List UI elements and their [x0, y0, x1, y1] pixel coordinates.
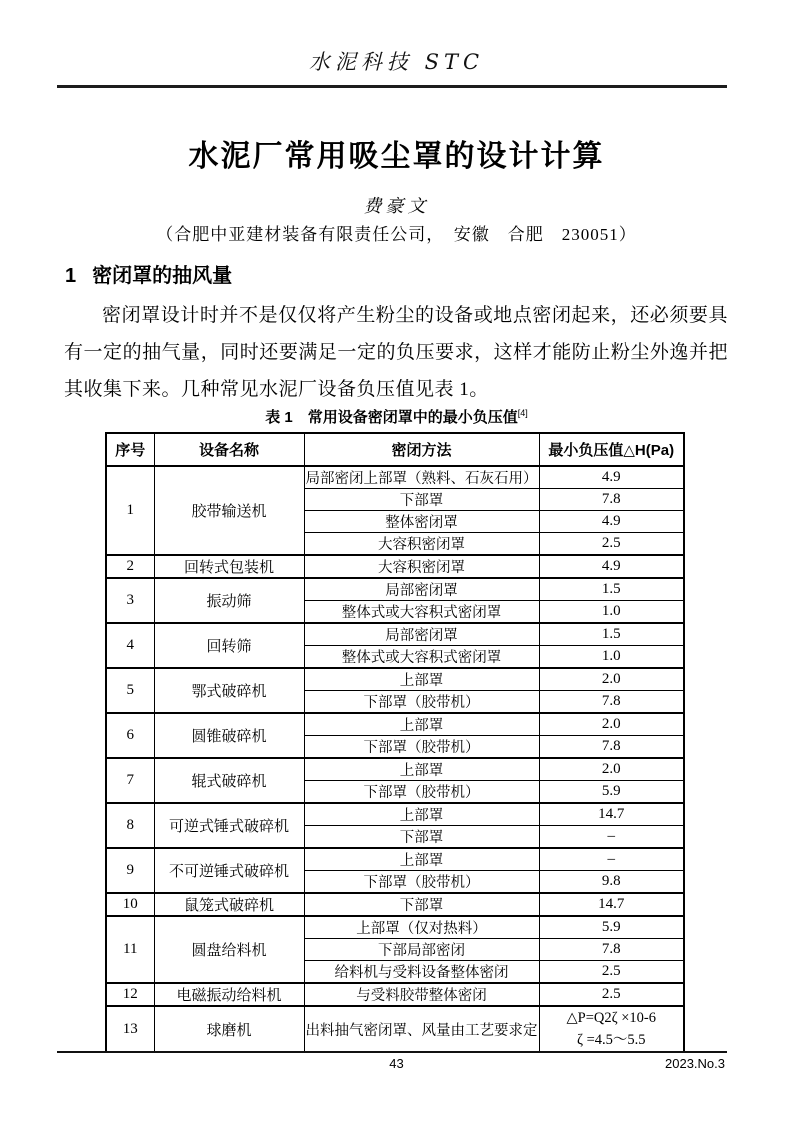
- row-no-cell: 1: [106, 466, 154, 555]
- pressure-value-cell: 1.0: [539, 601, 684, 624]
- pressure-value-cell: 9.8: [539, 871, 684, 894]
- device-name-cell: 圆锥破碎机: [154, 713, 304, 758]
- table-row: [106, 623, 684, 646]
- table-row: [106, 803, 684, 826]
- device-name-cell: 球磨机: [154, 1006, 304, 1052]
- header-cell-value: 最小负压值△H(Pa): [539, 433, 684, 466]
- pressure-value-cell: 4.9: [539, 555, 684, 578]
- pressure-value-cell: 7.8: [539, 939, 684, 961]
- sealing-method-cell: 上部罩: [304, 848, 539, 871]
- header-rule: [57, 85, 727, 88]
- table-caption-reference: [4]: [517, 408, 528, 418]
- page-number: 43: [389, 1056, 404, 1071]
- device-name-cell: 胶带输送机: [154, 466, 304, 555]
- pressure-value-cell: 4.9: [539, 466, 684, 489]
- pressure-value-cell: 1.5: [539, 578, 684, 601]
- pressure-value-cell: 2.0: [539, 713, 684, 736]
- sealing-method-cell: 上部罩: [304, 803, 539, 826]
- pressure-table-header: [106, 433, 684, 466]
- table-row: [106, 668, 684, 691]
- pressure-value-cell: 2.0: [539, 758, 684, 781]
- sealing-method-cell: 下部局部密闭: [304, 939, 539, 961]
- pressure-table: [105, 432, 685, 1053]
- header-cell-no: 序号: [106, 433, 154, 466]
- pressure-value-cell: 5.9: [539, 916, 684, 939]
- sealing-method-cell: 大容积密闭罩: [304, 533, 539, 556]
- table-caption: [0, 406, 793, 427]
- pressure-value-line: ζ =4.5～5.5: [576, 1032, 646, 1048]
- sealing-method-cell: 局部密闭罩: [304, 578, 539, 601]
- row-no-cell: 3: [106, 578, 154, 623]
- section-number: 1: [65, 265, 77, 287]
- table-caption-text: 表 1 常用设备密闭罩中的最小负压值: [265, 409, 518, 426]
- device-name-cell: 圆盘给料机: [154, 916, 304, 983]
- issue-label: 2023.No.3: [665, 1056, 725, 1071]
- pressure-value-cell: 14.7: [539, 893, 684, 916]
- pressure-value-cell: [539, 1006, 684, 1052]
- header-cell-method: 密闭方法: [304, 433, 539, 466]
- sealing-method-cell: 下部罩（胶带机）: [304, 691, 539, 714]
- table-row: [106, 466, 684, 489]
- author-name: 费豪文: [363, 196, 430, 216]
- pressure-value-cell: 7.8: [539, 736, 684, 759]
- author-affiliation: （合肥中亚建材装备有限责任公司， 安徽 合肥 230051）: [156, 225, 637, 244]
- journal-name: 水泥科技 STC: [308, 50, 485, 74]
- pressure-value-cell: 2.5: [539, 983, 684, 1006]
- section-heading: [65, 259, 232, 288]
- row-no-cell: 11: [106, 916, 154, 983]
- pressure-value-cell: 7.8: [539, 691, 684, 714]
- sealing-method-cell: 局部密闭上部罩（熟料、石灰石用）: [304, 466, 539, 489]
- sealing-method-cell: 下部罩: [304, 489, 539, 511]
- header-cell-device: 设备名称: [154, 433, 304, 466]
- row-no-cell: 13: [106, 1006, 154, 1052]
- sealing-method-cell: 给料机与受料设备整体密闭: [304, 961, 539, 984]
- sealing-method-cell: 下部罩（胶带机）: [304, 871, 539, 894]
- row-no-cell: 10: [106, 893, 154, 916]
- sealing-method-cell: 下部罩: [304, 826, 539, 849]
- pressure-table-body: [106, 466, 684, 1052]
- body-paragraph: 密闭罩设计时并不是仅仅将产生粉尘的设备或地点密闭起来，还必须要具有一定的抽气量，同时还要满足一定的负压要求，这样才能防止粉尘外逸并把其收集下来。几种常见水泥厂设备负压值见表 1。: [64, 305, 728, 400]
- pressure-value-cell: 7.8: [539, 489, 684, 511]
- table-header-row: [106, 433, 684, 466]
- sealing-method-cell: 与受料胶带整体密闭: [304, 983, 539, 1006]
- row-no-cell: 5: [106, 668, 154, 713]
- pressure-value-cell: 2.5: [539, 961, 684, 984]
- table-row: [106, 578, 684, 601]
- pressure-value-cell: –: [539, 826, 684, 849]
- table-row: [106, 758, 684, 781]
- table-row: [106, 1006, 684, 1052]
- table-row: [106, 555, 684, 578]
- row-no-cell: 6: [106, 713, 154, 758]
- table-row: [106, 713, 684, 736]
- pressure-value-cell: 1.5: [539, 623, 684, 646]
- pressure-value-cell: –: [539, 848, 684, 871]
- device-name-cell: 可逆式锤式破碎机: [154, 803, 304, 848]
- table-row: [106, 983, 684, 1006]
- device-name-cell: 鼠笼式破碎机: [154, 893, 304, 916]
- row-no-cell: 7: [106, 758, 154, 803]
- sealing-method-cell: 上部罩: [304, 758, 539, 781]
- sealing-method-cell: 局部密闭罩: [304, 623, 539, 646]
- sealing-method-cell: 上部罩: [304, 713, 539, 736]
- sealing-method-cell: 整体式或大容积式密闭罩: [304, 601, 539, 624]
- row-no-cell: 2: [106, 555, 154, 578]
- table-row: [106, 916, 684, 939]
- table-row: [106, 893, 684, 916]
- sealing-method-cell: 下部罩: [304, 893, 539, 916]
- pressure-value-cell: 2.5: [539, 533, 684, 556]
- sealing-method-cell: 出料抽气密闭罩、风量由工艺要求定: [304, 1006, 539, 1052]
- pressure-value-cell: 14.7: [539, 803, 684, 826]
- device-name-cell: 鄂式破碎机: [154, 668, 304, 713]
- pressure-value-cell: 4.9: [539, 511, 684, 533]
- device-name-cell: 振动筛: [154, 578, 304, 623]
- device-name-cell: 辊式破碎机: [154, 758, 304, 803]
- sealing-method-cell: 大容积密闭罩: [304, 555, 539, 578]
- pressure-value-line: △P=Q2ζ ×10-6: [566, 1010, 656, 1026]
- device-name-cell: 电磁振动给料机: [154, 983, 304, 1006]
- device-name-cell: 回转筛: [154, 623, 304, 668]
- article-title: 水泥厂常用吸尘罩的设计计算: [188, 140, 605, 173]
- row-no-cell: 12: [106, 983, 154, 1006]
- pressure-value-cell: 5.9: [539, 781, 684, 804]
- row-no-cell: 8: [106, 803, 154, 848]
- pressure-value-cell: 2.0: [539, 668, 684, 691]
- sealing-method-cell: 下部罩（胶带机）: [304, 736, 539, 759]
- device-name-cell: 不可逆锤式破碎机: [154, 848, 304, 893]
- device-name-cell: 回转式包装机: [154, 555, 304, 578]
- section-title: 密闭罩的抽风量: [92, 265, 233, 287]
- footer-rule: [57, 1051, 727, 1053]
- row-no-cell: 4: [106, 623, 154, 668]
- pressure-value-cell: 1.0: [539, 646, 684, 669]
- sealing-method-cell: 上部罩（仅对热料）: [304, 916, 539, 939]
- row-no-cell: 9: [106, 848, 154, 893]
- sealing-method-cell: 整体式或大容积式密闭罩: [304, 646, 539, 669]
- sealing-method-cell: 上部罩: [304, 668, 539, 691]
- sealing-method-cell: 整体密闭罩: [304, 511, 539, 533]
- table-row: [106, 848, 684, 871]
- sealing-method-cell: 下部罩（胶带机）: [304, 781, 539, 804]
